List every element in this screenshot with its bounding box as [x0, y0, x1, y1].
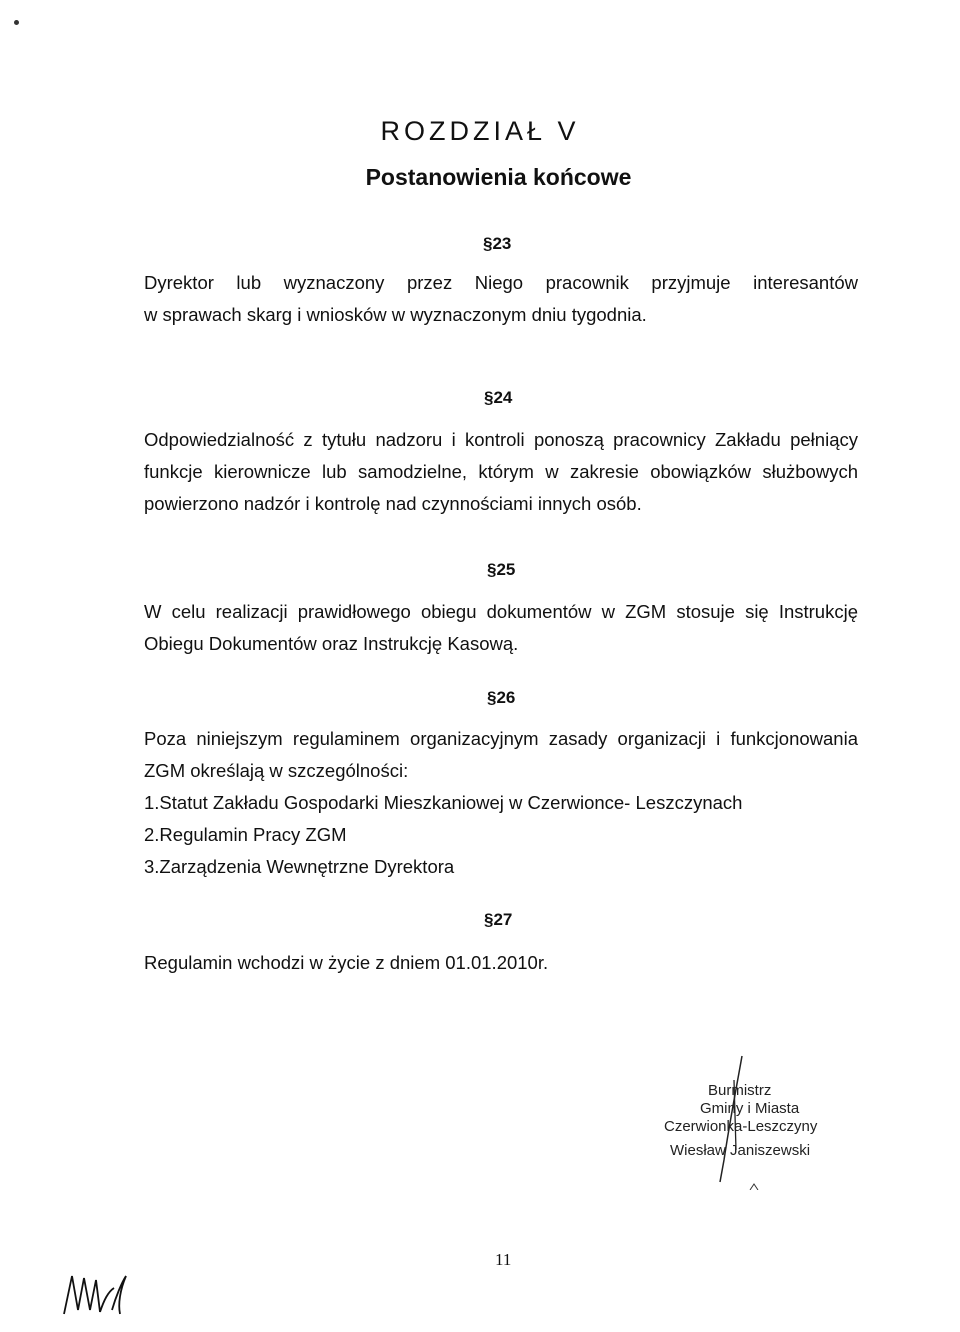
text-line: w sprawach skarg i wniosków w wyznaczonym dniu tygodnia.: [144, 304, 647, 325]
section-label-26: §26: [487, 688, 516, 707]
text-line: W celu realizacji prawidłowego obiegu dokumentów w ZGM stosuje się Instrukcję: [144, 601, 858, 622]
handwritten-initials: [60, 1270, 130, 1320]
section-label-24: §24: [484, 388, 513, 407]
section-23-text: [144, 267, 858, 331]
text-line: Dyrektor lub wyznaczony przez Niego pracownik przyjmuje interesantów: [144, 272, 858, 293]
stamp-line: Gminy i Miasta: [700, 1100, 800, 1117]
text-line: funkcje kierownicze lub samodzielne, którym w zakresie obowiązków służbowych: [144, 461, 858, 482]
section-24-text: [144, 424, 858, 520]
chapter-title: ROZDZIAŁ V: [380, 116, 580, 146]
signature-mark: [690, 1050, 770, 1190]
text-line: powierzono nadzór i kontrolę nad czynnościami innych osób.: [144, 493, 642, 514]
text-line: Poza niniejszym regulaminem organizacyjnym zasady organizacji i funkcjonowania: [144, 728, 858, 749]
list-item: 1.Statut Zakładu Gospodarki Mieszkaniowej w Czerwionce- Leszczynach: [144, 792, 743, 813]
page-number: 11: [495, 1250, 512, 1269]
stamp-line: Czerwionka-Leszczyny: [664, 1118, 818, 1135]
text-line: Regulamin wchodzi w życie z dniem 01.01.2010r.: [144, 952, 549, 973]
text-line: Odpowiedzialność z tytułu nadzoru i kontroli ponoszą pracownicy Zakładu pełniący: [144, 429, 858, 450]
scan-speck: [14, 20, 19, 25]
section-title: Postanowienia końcowe: [365, 164, 632, 190]
text-line: Obiegu Dokumentów oraz Instrukcję Kasową.: [144, 633, 519, 654]
section-27-text: [144, 947, 548, 979]
list-item: 3.Zarządzenia Wewnętrzne Dyrektora: [144, 856, 455, 877]
section-26-text: [144, 723, 858, 883]
section-label-25: §25: [487, 560, 516, 579]
section-label-23: §23: [483, 234, 512, 253]
text-line: ZGM określają w szczególności:: [144, 760, 409, 781]
section-25-text: [144, 596, 858, 660]
section-label-27: §27: [484, 910, 513, 929]
list-item: 2.Regulamin Pracy ZGM: [144, 824, 347, 845]
stamp-line: Wiesław Janiszewski: [670, 1142, 811, 1159]
stamp-line: Burmistrz: [708, 1082, 772, 1099]
